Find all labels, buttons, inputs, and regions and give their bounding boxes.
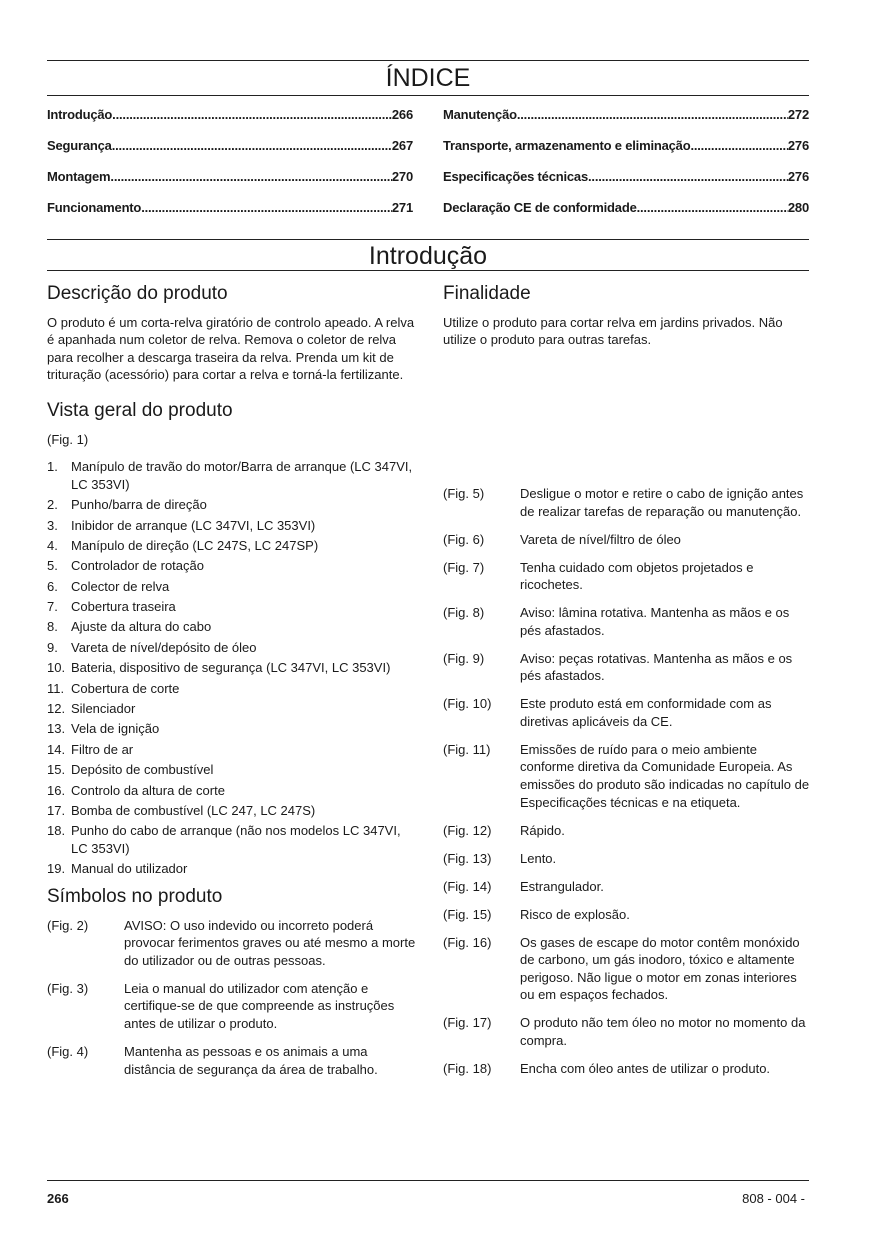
toc-entry[interactable]: Transporte, armazenamento e eliminação ..... 276 (443, 138, 809, 169)
list-item: 10. Bateria, dispositivo de segurança (LC 347VI, LC 353VI) (47, 660, 391, 676)
symbols-heading: Símbolos no produto (47, 885, 223, 907)
list-item: 18. Punho do cabo de arranque (não nos modelos LC 347VI, LC 353VI) (47, 823, 401, 856)
list-item: 19. Manual do utilizador (47, 861, 188, 877)
symbol-entry: (Fig. 15) Risco de explosão. (443, 906, 630, 922)
list-item: 13. Vela de ignição (47, 721, 160, 737)
page-number: 266 (47, 1191, 69, 1206)
toc-left-column (47, 107, 413, 231)
symbol-entry: (Fig. 18) Encha com óleo antes de utilizar o produto. (443, 1060, 771, 1076)
section-rule-bottom (47, 270, 809, 271)
symbol-entry: (Fig. 8) Aviso: lâmina rotativa. Mantenha as mãos e os pés afastados. (443, 605, 790, 638)
section-title: Introdução (368, 242, 488, 270)
list-item: 14. Filtro de ar (47, 741, 134, 757)
symbol-entry: (Fig. 16) Os gases de escape do motor contêm monóxido de carbono, um gás inodoro, tóxico e altamente perigoso. Não ligue o motor em zonas interiores ou em espaços fechados. (443, 934, 800, 1003)
left-column (47, 285, 417, 1088)
index-title: ÍNDICE (385, 64, 471, 92)
footer-rule (47, 1180, 809, 1181)
purpose-text: Utilize o produto para cortar relva em jardins privados. Não utilize o produto para outras tarefas. (443, 314, 783, 348)
toc-right-column (443, 107, 809, 231)
symbol-entry: (Fig. 6) Vareta de nível/filtro de óleo (443, 531, 681, 547)
symbol-entry: (Fig. 3) Leia o manual do utilizador com atenção e certifique-se de que compreende as instruções antes de utilizar o produto. (47, 980, 395, 1031)
overview-heading: Vista geral do produto (47, 399, 233, 421)
list-item: 4. Manípulo de direção (LC 247S, LC 247SP) (47, 537, 319, 553)
toc-entry[interactable]: Montagem ..... 270 (47, 169, 413, 200)
right-column-symbols (443, 485, 813, 1088)
purpose-heading: Finalidade (443, 283, 531, 304)
top-rule (47, 60, 809, 61)
product-description-heading: Descrição do produto (47, 283, 228, 304)
list-item: 15. Depósito de combustível (47, 762, 214, 778)
toc-entry[interactable]: Funcionamento ..... 271 (47, 200, 413, 231)
symbol-entry: (Fig. 7) Tenha cuidado com objetos projetados e ricochetes. (443, 559, 754, 593)
right-column-top (443, 285, 813, 349)
index-rule (47, 95, 809, 96)
list-item: 3. Inibidor de arranque (LC 347VI, LC 353VI) (47, 517, 316, 533)
symbol-entry: (Fig. 2) AVISO: O uso indevido ou incorreto poderá provocar ferimentos graves ou até mesmo a morte do utilizador ou de outras pessoas. (47, 917, 416, 968)
list-item: 7. Cobertura traseira (47, 599, 176, 615)
toc-entry[interactable]: Declaração CE de conformidade ..... 280 (443, 200, 809, 231)
list-item: 8. Ajuste da altura do cabo (47, 619, 212, 635)
list-item: 2. Punho/barra de direção (47, 497, 207, 513)
symbol-entry: (Fig. 17) O produto não tem óleo no motor no momento da compra. (443, 1015, 806, 1048)
symbol-entry: (Fig. 11) Emissões de ruído para o meio ambiente conforme diretiva da Comunidade Europeia. As emissões do produto são indicadas no capítulo de Especificações técnicas e na etiqueta. (443, 741, 810, 810)
symbol-entry: (Fig. 5) Desligue o motor e retire o cabo de ignição antes de realizar tarefas de reparação ou manutenção. (443, 486, 804, 519)
symbol-entry: (Fig. 9) Aviso: peças rotativas. Mantenha as mãos e os pés afastados. (443, 650, 793, 684)
toc-entry[interactable]: Segurança ..... 267 (47, 138, 413, 169)
list-item: 17. Bomba de combustível (LC 247, LC 247S) (47, 803, 316, 818)
list-item: 6. Colector de relva (47, 578, 170, 594)
overview-list (47, 458, 417, 878)
symbol-entry: (Fig. 13) Lento. (443, 850, 557, 866)
list-item: 1. Manípulo de travão do motor/Barra de arranque (LC 347VI, LC 353VI) (47, 459, 413, 492)
symbol-entry: (Fig. 12) Rápido. (443, 822, 565, 838)
toc-entry[interactable]: Introdução ..... 266 (47, 107, 413, 138)
list-item: 5. Controlador de rotação (47, 558, 204, 574)
list-item: 16. Controlo da altura de corte (47, 782, 225, 798)
toc-entry[interactable]: Manutenção ..... 272 (443, 107, 809, 138)
list-item: 12. Silenciador (47, 701, 136, 717)
document-code: 808 - 004 - (742, 1191, 805, 1206)
list-item: 11. Cobertura de corte (47, 680, 180, 696)
symbol-entry: (Fig. 10) Este produto está em conformidade com as diretivas aplicáveis da CE. (443, 696, 772, 729)
symbol-entry: (Fig. 4) Mantenha as pessoas e os animais a uma distância de segurança da área de trabalho. (47, 1043, 378, 1077)
toc-entry[interactable]: Especificações técnicas ..... 276 (443, 169, 809, 200)
overview-fig-ref: (Fig. 1) (47, 431, 89, 447)
list-item: 9. Vareta de nível/depósito de óleo (47, 639, 257, 655)
section-rule-top (47, 239, 809, 240)
symbol-entry: (Fig. 14) Estrangulador. (443, 878, 604, 894)
product-description-text: O produto é um corta-relva giratório de controlo apeado. A relva é apanhada num coletor de relva. Remova o coletor de relva para recolher a descarga traseira da relva. Prenda um kit de trituração (acessório) para cortar a relva e torná-la fertilizante. (47, 314, 415, 383)
